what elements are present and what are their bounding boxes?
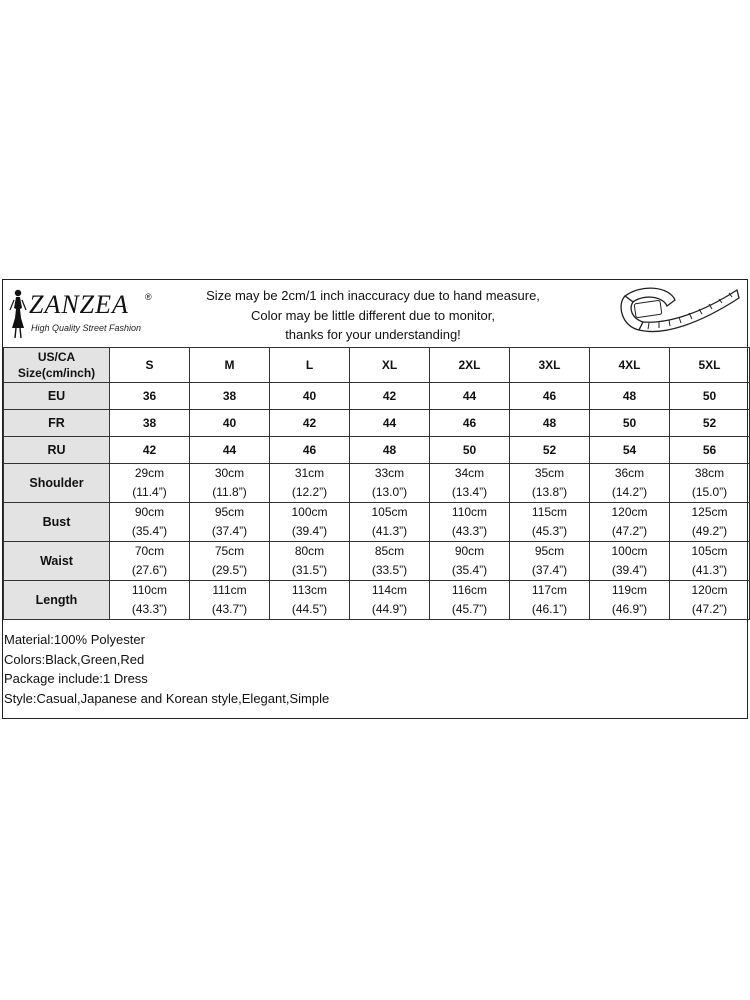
size-value-cell: 36	[110, 383, 190, 410]
inch-value: (43.3”)	[451, 524, 488, 538]
measurement-cell	[670, 581, 750, 620]
cm-value: 95cm	[534, 544, 565, 558]
cm-value: 34cm	[454, 466, 485, 480]
size-header-cell: M	[190, 348, 270, 383]
inch-value: (14.2”)	[611, 485, 648, 499]
size-value-cell: 52	[670, 410, 750, 437]
size-value-cell: 42	[350, 383, 430, 410]
cm-value: 116cm	[451, 583, 488, 597]
size-value-cell: 42	[270, 410, 350, 437]
row-label: Waist	[4, 542, 110, 581]
size-header-label: US/CA Size(cm/inch)	[4, 348, 110, 383]
inch-value: (13.8”)	[531, 485, 568, 499]
inch-value: (37.4”)	[531, 563, 568, 577]
size-header-cell: 2XL	[430, 348, 510, 383]
cm-value: 100cm	[611, 544, 648, 558]
cm-value: 120cm	[691, 583, 728, 597]
measurement-cell	[670, 503, 750, 542]
brand-tagline: High Quality Street Fashion	[31, 323, 142, 333]
inch-value: (47.2”)	[611, 524, 648, 538]
size-value-cell: 46	[430, 410, 510, 437]
measurement-cell	[510, 464, 590, 503]
colors-text: Colors:Black,Green,Red	[4, 651, 145, 667]
fashion-model-silhouette-icon	[7, 288, 29, 340]
row-label: Shoulder	[4, 464, 110, 503]
measurement-cell	[510, 503, 590, 542]
material-text: Material:100% Polyester	[4, 632, 145, 647]
measurement-cell	[670, 542, 750, 581]
cm-value: 36cm	[614, 466, 645, 480]
cm-value: 110cm	[451, 505, 488, 519]
measurement-cell	[110, 542, 190, 581]
inch-value: (45.3”)	[531, 524, 568, 538]
cm-value: 125cm	[691, 505, 728, 519]
inch-value: (37.4”)	[211, 524, 248, 538]
cm-value: 70cm	[134, 544, 165, 558]
measurement-cell	[670, 464, 750, 503]
measurement-cell	[590, 464, 670, 503]
size-value-cell: 40	[270, 383, 350, 410]
inch-value: (35.4”)	[451, 563, 488, 577]
size-value-cell: 38	[190, 383, 270, 410]
cm-value: 30cm	[214, 466, 245, 480]
notice-line: thanks for your understanding!	[285, 327, 461, 342]
measurement-cell	[110, 464, 190, 503]
brand-name: ZANZEA	[29, 290, 129, 319]
cm-value: 105cm	[691, 544, 728, 558]
cm-value: 31cm	[294, 466, 325, 480]
conversion-row	[4, 383, 750, 410]
chart-header	[3, 280, 747, 347]
measurement-cell	[590, 542, 670, 581]
measurement-cell	[110, 503, 190, 542]
inch-value: (44.5”)	[291, 602, 328, 616]
registered-mark: ®	[145, 292, 152, 302]
size-header-cell: L	[270, 348, 350, 383]
inch-value: (29.5”)	[211, 563, 248, 577]
row-label: RU	[4, 437, 110, 464]
cm-value: 120cm	[611, 505, 648, 519]
size-value-cell: 44	[190, 437, 270, 464]
cm-value: 80cm	[294, 544, 325, 558]
inch-value: (49.2”)	[691, 524, 728, 538]
size-value-cell: 50	[430, 437, 510, 464]
measurement-row	[4, 464, 750, 503]
size-value-cell: 48	[590, 383, 670, 410]
product-details	[3, 630, 747, 708]
measuring-tape-icon	[613, 282, 743, 344]
cm-value: 100cm	[291, 505, 328, 519]
size-header-cell: XL	[350, 348, 430, 383]
size-value-cell: 48	[350, 437, 430, 464]
cm-value: 117cm	[531, 583, 568, 597]
cm-value: 33cm	[374, 466, 405, 480]
inch-value: (33.5”)	[371, 563, 408, 577]
size-value-cell: 44	[350, 410, 430, 437]
inch-value: (15.0”)	[691, 485, 728, 499]
inch-value: (39.4”)	[611, 563, 648, 577]
cm-value: 105cm	[371, 505, 408, 519]
measurement-row	[4, 503, 750, 542]
inch-value: (39.4”)	[291, 524, 328, 538]
cm-value: 95cm	[214, 505, 245, 519]
measurement-cell	[190, 464, 270, 503]
measurement-cell	[590, 581, 670, 620]
row-label: Length	[4, 581, 110, 620]
cm-value: 29cm	[134, 466, 165, 480]
measurement-cell	[430, 464, 510, 503]
measurement-cell	[430, 581, 510, 620]
measurement-row	[4, 542, 750, 581]
cm-value: 90cm	[454, 544, 485, 558]
measurement-cell	[190, 503, 270, 542]
brand-logo	[7, 288, 167, 343]
inch-value: (27.6”)	[131, 563, 168, 577]
row-label: FR	[4, 410, 110, 437]
size-header-cell: 4XL	[590, 348, 670, 383]
measurement-cell	[430, 542, 510, 581]
measurement-cell	[590, 503, 670, 542]
size-value-cell: 44	[430, 383, 510, 410]
notice-line: Color may be little different due to monitor,	[251, 307, 495, 323]
cm-value: 113cm	[291, 583, 328, 597]
inch-value: (11.4”)	[132, 485, 167, 499]
measurement-cell	[350, 542, 430, 581]
size-value-cell: 46	[510, 383, 590, 410]
size-value-cell: 46	[270, 437, 350, 464]
size-header-cell: 5XL	[670, 348, 750, 383]
measurement-cell	[350, 464, 430, 503]
size-value-cell: 50	[670, 383, 750, 410]
inch-value: (43.3”)	[131, 602, 168, 616]
measurement-cell	[190, 581, 270, 620]
measurement-notice	[173, 286, 573, 345]
inch-value: (45.7”)	[451, 602, 488, 616]
conversion-row	[4, 410, 750, 437]
measurement-cell	[270, 464, 350, 503]
size-header-cell: 3XL	[510, 348, 590, 383]
inch-value: (44.9”)	[371, 602, 408, 616]
cm-value: 85cm	[374, 544, 405, 558]
row-label: Bust	[4, 503, 110, 542]
measurement-cell	[350, 503, 430, 542]
measurement-cell	[510, 581, 590, 620]
size-header-cell: S	[110, 348, 190, 383]
inch-value: (47.2”)	[691, 602, 728, 616]
size-value-cell: 52	[510, 437, 590, 464]
cm-value: 119cm	[611, 583, 648, 597]
inch-value: (46.1”)	[531, 602, 568, 616]
cm-value: 115cm	[531, 505, 568, 519]
size-table	[3, 347, 750, 620]
size-value-cell: 56	[670, 437, 750, 464]
inch-value: (43.7”)	[211, 602, 248, 616]
measurement-cell	[270, 542, 350, 581]
cm-value: 114cm	[371, 583, 408, 597]
inch-value: (35.4”)	[131, 524, 168, 538]
inch-value: (12.2”)	[291, 485, 328, 499]
cm-value: 111cm	[212, 583, 247, 597]
measurement-cell	[110, 581, 190, 620]
size-value-cell: 50	[590, 410, 670, 437]
cm-value: 38cm	[694, 466, 725, 480]
measurement-cell	[270, 503, 350, 542]
size-value-cell: 38	[110, 410, 190, 437]
cm-value: 90cm	[134, 505, 165, 519]
inch-value: (46.9”)	[611, 602, 648, 616]
size-value-cell: 42	[110, 437, 190, 464]
size-value-cell: 48	[510, 410, 590, 437]
size-value-cell: 40	[190, 410, 270, 437]
conversion-row	[4, 437, 750, 464]
cm-value: 75cm	[214, 544, 245, 558]
measurement-cell	[510, 542, 590, 581]
inch-value: (13.4”)	[451, 485, 488, 499]
style-text: Style:Casual,Japanese and Korean style,Elegant,Simple	[4, 690, 330, 706]
measurement-cell	[430, 503, 510, 542]
measurement-cell	[270, 581, 350, 620]
measurement-row	[4, 581, 750, 620]
cm-value: 35cm	[534, 466, 565, 480]
size-value-cell: 54	[590, 437, 670, 464]
inch-value: (41.3”)	[691, 563, 728, 577]
inch-value: (41.3”)	[371, 524, 408, 538]
measurement-cell	[350, 581, 430, 620]
row-label: EU	[4, 383, 110, 410]
package-text: Package include:1 Dress	[4, 671, 148, 686]
size-header-row	[4, 348, 750, 383]
notice-line: Size may be 2cm/1 inch inaccuracy due to hand measure,	[206, 288, 540, 303]
inch-value: (31.5”)	[291, 563, 328, 577]
cm-value: 110cm	[131, 583, 168, 597]
inch-value: (11.8”)	[212, 485, 247, 499]
size-chart-card	[2, 279, 748, 719]
inch-value: (13.0”)	[371, 485, 408, 499]
measurement-cell	[190, 542, 270, 581]
